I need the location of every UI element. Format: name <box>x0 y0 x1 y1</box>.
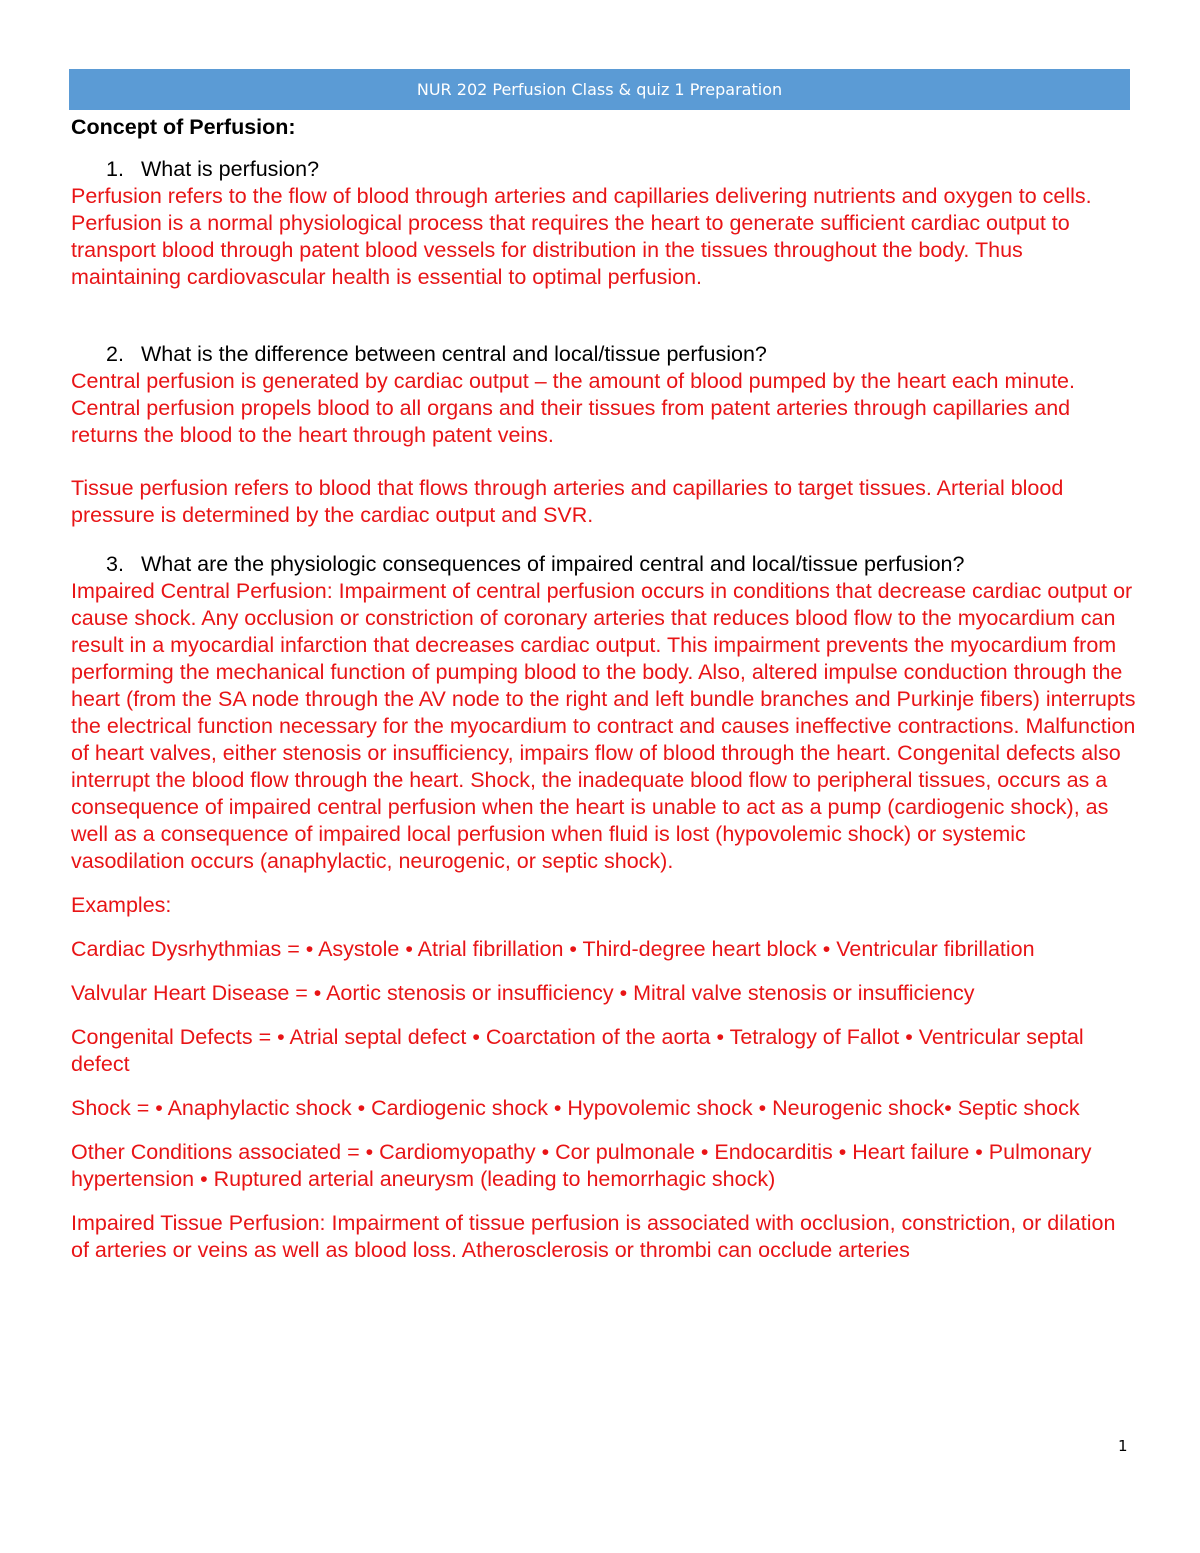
answer-paragraph: Tissue perfusion refers to blood that flows through arteries and capillaries to target tissues. Arterial blood pressure is determined by the cardiac output and SVR. <box>71 476 1064 527</box>
example-cardiac-dysrhythmias: Cardiac Dysrhythmias = • Asystole • Atrial fibrillation • Third-degree heart block • Ventricular fibrillation <box>71 937 1035 961</box>
answer-paragraph: Impaired Tissue Perfusion: Impairment of tissue perfusion is associated with occlusion, constriction, or dilation of arteries or veins as well as blood loss. Atherosclerosis or thrombi can occlude arteries <box>71 1211 1116 1262</box>
question-text: What are the physiologic consequences of impaired central and local/tissue perfusion? <box>141 552 965 576</box>
page-number: 1 <box>1118 1437 1128 1455</box>
question-2 <box>71 341 1136 368</box>
example-other-conditions: Other Conditions associated = • Cardiomyopathy • Cor pulmonale • Endocarditis • Heart failure • Pulmonary hypertension • Ruptured arterial aneurysm (leading to hemorrhagic shock) <box>71 1140 1092 1191</box>
document-body <box>71 114 1136 1264</box>
page-header <box>69 69 1130 110</box>
question-number: 2. <box>106 342 124 366</box>
question-text: What is perfusion? <box>141 157 320 181</box>
header-title: NUR 202 Perfusion Class & quiz 1 Preparation <box>416 80 783 99</box>
answer-paragraph: Perfusion refers to the flow of blood through arteries and capillaries delivering nutrients and oxygen to cells. Perfusion is a normal physiological process that requires the heart to generate sufficient cardiac output to transport blood through patent blood vessels for distribution in the tissues throughout the body. Thus maintaining cardiovascular health is essential to optimal perfusion. <box>71 184 1092 289</box>
example-valvular-heart-disease: Valvular Heart Disease = • Aortic stenosis or insufficiency • Mitral valve stenosis or insufficiency <box>71 981 975 1005</box>
question-3 <box>71 551 1136 578</box>
question-number: 3. <box>106 552 124 576</box>
question-text: What is the difference between central and local/tissue perfusion? <box>141 342 767 366</box>
example-shock: Shock = • Anaphylactic shock • Cardiogenic shock • Hypovolemic shock • Neurogenic shock• Septic shock <box>71 1096 1080 1120</box>
examples-heading: Examples: <box>71 893 172 917</box>
question-1 <box>71 156 1136 183</box>
example-congenital-defects: Congenital Defects = • Atrial septal defect • Coarctation of the aorta • Tetralogy of Fallot • Ventricular septal defect <box>71 1025 1084 1076</box>
section-title: Concept of Perfusion: <box>71 115 296 139</box>
answer-paragraph: Impaired Central Perfusion: Impairment of central perfusion occurs in conditions that decrease cardiac output or cause shock. Any occlusion or constriction of coronary arteries that reduces blood flow to the myocardium can result in a myocardial infarction that decreases cardiac output. This impairment prevents the myocardium from performing the mechanical function of pumping blood to the body. Also, altered impulse conduction through the heart (from the SA node through the AV node to the right and left bundle branches and Purkinje fibers) interrupts the electrical function necessary for the myocardium to contract and causes ineffective contractions. Malfunction of heart valves, either stenosis or insufficiency, impairs flow of blood through the heart. Congenital defects also interrupt the blood flow through the heart. Shock, the inadequate blood flow to peripheral tissues, occurs as a consequence of impaired central perfusion when the heart is unable to act as a pump (cardiogenic shock), as well as a consequence of impaired local perfusion when fluid is lost (hypovolemic shock) or systemic vasodilation occurs (anaphylactic, neurogenic, or septic shock). <box>71 579 1136 873</box>
answer-paragraph: Central perfusion is generated by cardiac output – the amount of blood pumped by the heart each minute. Central perfusion propels blood to all organs and their tissues from patent arteries through capillaries and returns the blood to the heart through patent veins. <box>71 369 1075 447</box>
question-number: 1. <box>106 157 124 181</box>
